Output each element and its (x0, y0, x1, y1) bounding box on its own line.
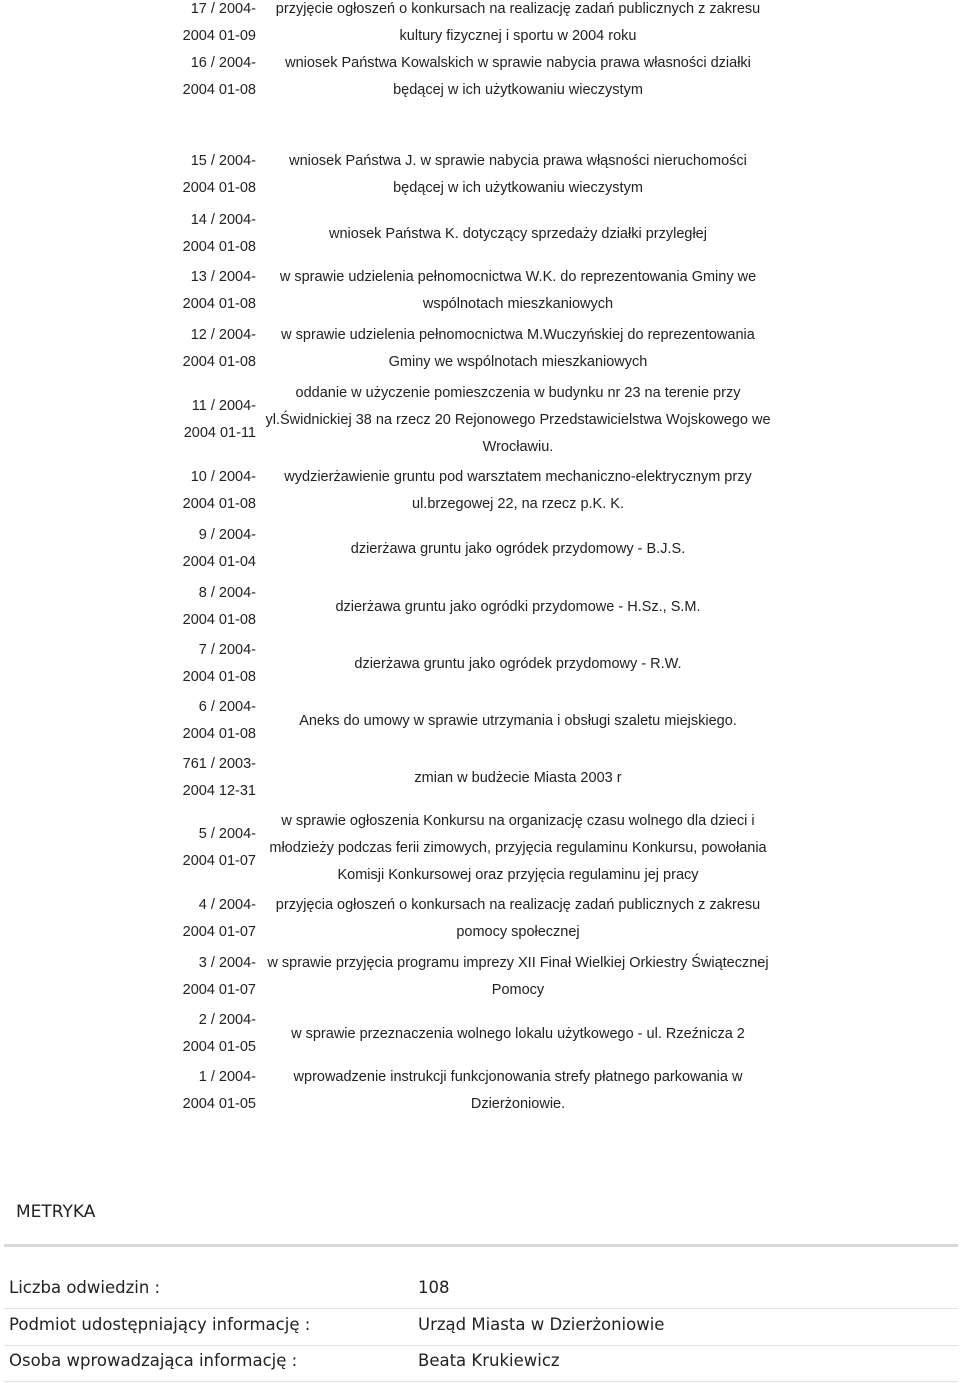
meta-label-visits: Liczba odwiedzin : (9, 1278, 161, 1297)
list-item (0, 1062, 960, 1120)
meta-value-publisher: Urząd Miasta w Dzierżoniowie (418, 1315, 665, 1334)
record-description (258, 50, 778, 104)
record-date-line: 2004 01-05 (182, 1096, 256, 1112)
record-description-line: Pomocy (491, 982, 545, 998)
record-number-line: 14 / 2004- (190, 212, 256, 228)
record-number (174, 0, 256, 50)
record-description (258, 708, 778, 735)
meta-divider (4, 1381, 958, 1382)
meta-row-author (0, 1345, 960, 1381)
record-description-line: wniosek Państwa J. w sprawie nabycia prawa włąsności nieruchomości (289, 153, 747, 169)
record-description (258, 1021, 778, 1048)
list-item (0, 262, 960, 320)
record-description-line: pomocy społecznej (456, 924, 580, 940)
meta-label-publisher: Podmiot udostępniający informację : (9, 1315, 311, 1334)
record-number-line: 15 / 2004- (190, 153, 256, 169)
record-number (174, 148, 256, 202)
record-number (174, 264, 256, 318)
record-description-line: w sprawie udzielenia pełnomocnictwa W.K. do reprezentowania Gminy we (279, 269, 757, 285)
record-date-line: 2004 01-08 (182, 726, 256, 742)
list-item (0, 148, 960, 202)
record-number-line: 12 / 2004- (190, 327, 256, 343)
record-description-line: Komisji Konkursowej oraz przyjęcia regulaminu jej pracy (337, 867, 699, 883)
record-number (174, 580, 256, 634)
record-description-line: w sprawie przeznaczenia wolnego lokalu użytkowego - ul. Rzeźnicza 2 (291, 1026, 745, 1042)
record-number-line: 9 / 2004- (198, 527, 256, 543)
list-item (0, 578, 960, 636)
record-number (174, 464, 256, 518)
record-date-line: 2004 01-08 (182, 239, 256, 255)
record-description (258, 651, 778, 678)
record-description-line: Gminy we wspólnotach mieszkaniowych (388, 354, 648, 370)
record-number (174, 637, 256, 691)
record-description (258, 148, 778, 202)
record-date-line: 2004 01-04 (182, 554, 256, 570)
record-description-line: dzierżawa gruntu jako ogródki przydomowe - H.Sz., S.M. (335, 599, 701, 615)
record-number-line: 2 / 2004- (198, 1012, 256, 1028)
record-date-line: 2004 01-08 (182, 496, 256, 512)
list-item (0, 462, 960, 520)
record-description (258, 221, 778, 248)
record-description-line: będącej w ich użytkowaniu wieczystym (393, 82, 643, 98)
record-description (258, 808, 778, 889)
meta-value-visits: 108 (418, 1278, 450, 1297)
metryka-divider (4, 1244, 958, 1247)
record-description-line: kultury fizycznej i sportu w 2004 roku (399, 28, 637, 44)
record-description (258, 950, 778, 1004)
record-description-line: dzierżawa gruntu jako ogródek przydomowy - B.J.S. (350, 541, 686, 557)
record-date-line: 2004 01-05 (182, 1039, 256, 1055)
record-description-line: młodzieży podczas ferii zimowych, przyjęcia regulaminu Konkursu, powołania (269, 840, 767, 856)
record-description-line: ul.brzegowej 22, na rzecz p.K. K. (412, 496, 624, 512)
record-description (258, 765, 778, 792)
record-description (258, 536, 778, 563)
record-description-line: będącej w ich użytkowaniu wieczystym (393, 180, 643, 196)
meta-value-author: Beata Krukiewicz (418, 1351, 560, 1370)
record-number-line: 11 / 2004- (191, 398, 256, 414)
record-description (258, 892, 778, 946)
meta-row-publisher (0, 1309, 960, 1345)
record-description-line: przyjęcia ogłoszeń o konkursach na realizację zadań publicznych z zakresu (275, 897, 761, 913)
record-number (174, 821, 256, 875)
record-description (258, 464, 778, 518)
record-description-line: oddanie w użyczenie pomieszczenia w budynku nr 23 na terenie przy (295, 385, 741, 401)
record-date-line: 2004 01-08 (182, 354, 256, 370)
list-item (0, 520, 960, 578)
list-item (0, 806, 960, 890)
record-number (174, 694, 256, 748)
list-item (0, 0, 960, 50)
record-number-line: 6 / 2004- (198, 699, 256, 715)
record-date-line: 2004 12-31 (182, 783, 256, 799)
list-item (0, 206, 960, 262)
list-item (0, 948, 960, 1006)
record-number-line: 5 / 2004- (198, 826, 256, 842)
metryka-heading: METRYKA (16, 1202, 96, 1222)
record-description-line: wydzierżawienie gruntu pod warsztatem mechaniczno-elektrycznym przy (284, 469, 752, 485)
list-item (0, 1006, 960, 1062)
record-number-line: 7 / 2004- (198, 642, 256, 658)
record-number-line: 761 / 2003- (182, 756, 256, 772)
record-date-line: 2004 01-07 (182, 982, 256, 998)
list-item (0, 692, 960, 750)
record-number (174, 1064, 256, 1118)
record-number-line: 16 / 2004- (190, 55, 256, 71)
meta-label-author: Osoba wprowadzająca informację : (9, 1351, 298, 1370)
record-number (174, 892, 256, 946)
record-number (174, 207, 256, 261)
record-number-line: 1 / 2004- (198, 1069, 256, 1085)
record-date-line: 2004 01-07 (182, 924, 256, 940)
record-number-line: 8 / 2004- (198, 585, 256, 601)
record-number (174, 393, 256, 447)
record-date-line: 2004 01-08 (182, 612, 256, 628)
record-description-line: wniosek Państwa Kowalskich w sprawie nabycia prawa własności działki (285, 55, 751, 71)
record-number (174, 322, 256, 376)
record-number (174, 50, 256, 104)
record-description-line: yl.Świdnickiej 38 na rzecz 20 Rejonowego Przedstawicielstwa Wojskowego we (265, 412, 771, 428)
list-item (0, 750, 960, 806)
record-number (174, 1007, 256, 1061)
record-description-line: Dzierżoniowie. (470, 1096, 566, 1112)
record-description-line: w sprawie przyjęcia programu imprezy XII Finał Wielkiej Orkiestry Świątecznej (267, 955, 769, 971)
record-description-line: w sprawie udzielenia pełnomocnictwa M.Wuczyńskiej do reprezentowania (281, 327, 755, 343)
list-item (0, 636, 960, 692)
record-description-line: w sprawie ogłoszenia Konkursu na organizację czasu wolnego dla dzieci i (281, 813, 755, 829)
record-date-line: 2004 01-08 (182, 82, 256, 98)
meta-row-visits (0, 1272, 960, 1308)
record-number-line: 13 / 2004- (190, 269, 256, 285)
record-description-line: wspólnotach mieszkaniowych (422, 296, 614, 312)
record-description (258, 594, 778, 621)
record-description (258, 322, 778, 376)
record-number (174, 751, 256, 805)
record-description-line: przyjęcie ogłoszeń o konkursach na realizację zadań publicznych z zakresu (275, 1, 761, 17)
list-item (0, 890, 960, 948)
record-date-line: 2004 01-08 (182, 669, 256, 685)
record-description-line: Aneks do umowy w sprawie utrzymania i obsługi szaletu miejskiego. (299, 713, 737, 729)
record-description (258, 1064, 778, 1118)
record-description (258, 380, 778, 461)
record-number-line: 3 / 2004- (198, 955, 256, 971)
record-description-line: Wrocławiu. (482, 439, 554, 455)
record-description-line: wprowadzenie instrukcji funkcjonowania strefy płatnego parkowania w (293, 1069, 743, 1085)
record-date-line: 2004 01-07 (182, 853, 256, 869)
list-item (0, 378, 960, 462)
record-description-line: wniosek Państwa K. dotyczący sprzedaży działki przyległej (329, 226, 707, 242)
record-number-line: 10 / 2004- (190, 469, 256, 485)
list-item (0, 320, 960, 378)
record-date-line: 2004 01-08 (182, 296, 256, 312)
record-number (174, 950, 256, 1004)
record-date-line: 2004 01-08 (182, 180, 256, 196)
record-number-line: 17 / 2004- (190, 1, 256, 17)
record-description (258, 0, 778, 50)
record-date-line: 2004 01-11 (183, 425, 256, 441)
list-item (0, 50, 960, 104)
record-description (258, 264, 778, 318)
record-description-line: zmian w budżecie Miasta 2003 r (414, 770, 622, 786)
record-description-line: dzierżawa gruntu jako ogródek przydomowy - R.W. (354, 656, 682, 672)
record-date-line: 2004 01-09 (182, 28, 256, 44)
record-number-line: 4 / 2004- (198, 897, 256, 913)
record-number (174, 522, 256, 576)
